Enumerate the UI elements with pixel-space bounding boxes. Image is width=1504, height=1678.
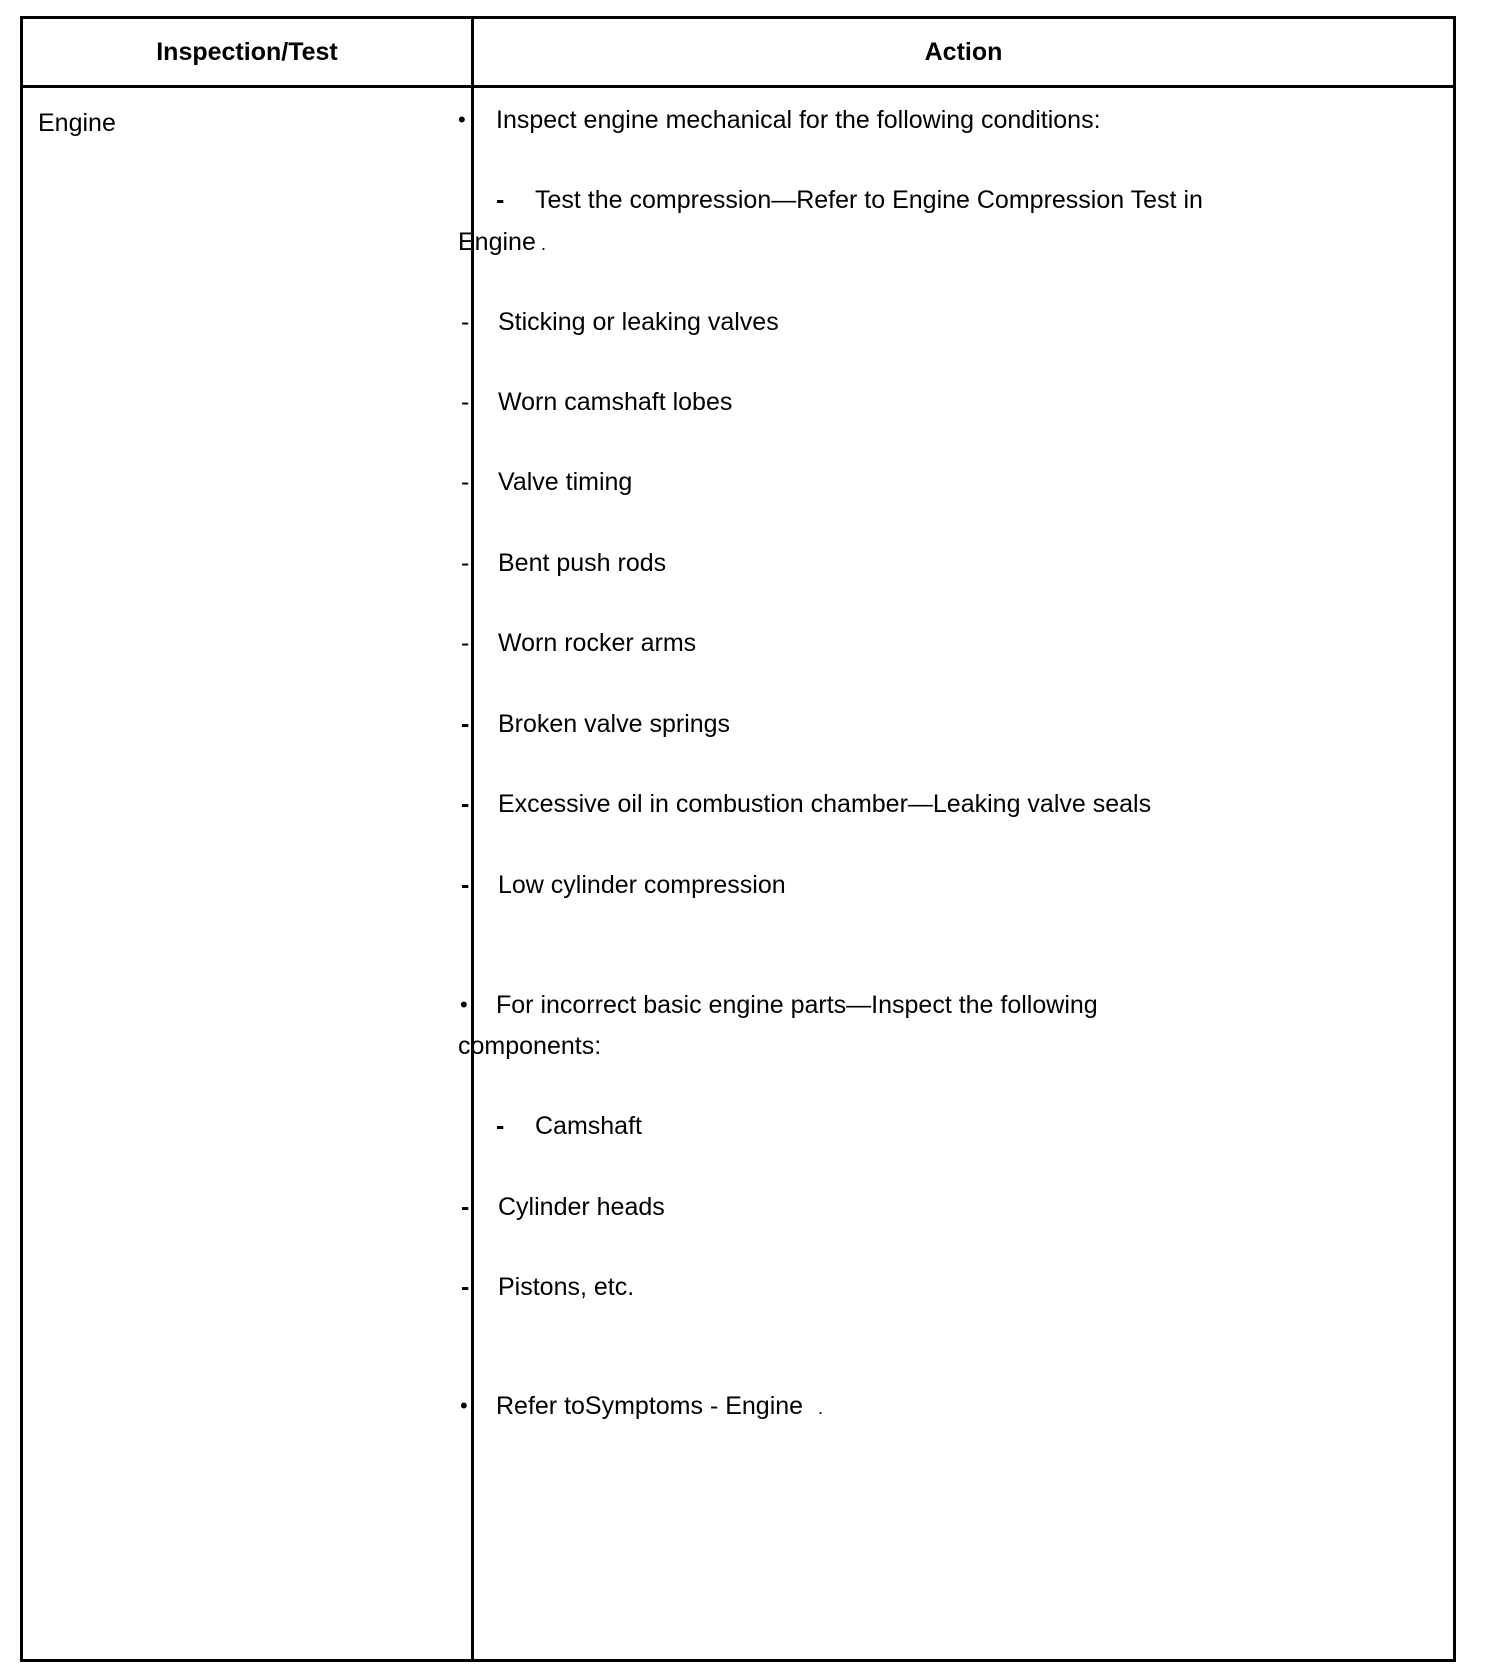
- inspection-table: [20, 16, 1456, 1662]
- row-inspection-engine: Engine: [38, 109, 116, 137]
- action-inspect-engine-mechanical: Inspect engine mechanical for the following conditions:: [496, 106, 1101, 134]
- action-worn-rocker-arms: Worn rocker arms: [498, 629, 697, 657]
- dash-marker: -: [461, 549, 470, 577]
- dash-marker: -: [461, 1193, 470, 1221]
- column-divider: [471, 19, 474, 1659]
- dash-marker: -: [496, 186, 505, 214]
- action-valve-timing: Valve timing: [498, 468, 633, 496]
- action-excessive-oil: Excessive oil in combustion chamber—Leaking valve seals: [498, 790, 1152, 818]
- action-test-compression-engine-link[interactable]: Engine: [458, 228, 536, 256]
- header-action: Action: [924, 37, 1003, 66]
- action-camshaft: Camshaft: [535, 1112, 642, 1140]
- action-pistons: Pistons, etc.: [498, 1273, 635, 1301]
- action-low-cylinder-compression: Low cylinder compression: [498, 871, 786, 899]
- dash-marker: -: [461, 629, 470, 657]
- dash-marker: -: [496, 1112, 505, 1140]
- action-test-compression-period: .: [541, 234, 547, 254]
- action-sticking-valves: Sticking or leaking valves: [498, 308, 779, 336]
- action-bent-push-rods: Bent push rods: [498, 549, 667, 577]
- action-refer-symptoms-engine-link[interactable]: Refer toSymptoms - Engine: [496, 1392, 804, 1420]
- dash-marker: -: [461, 871, 470, 899]
- action-test-compression: Test the compression—Refer to Engine Compression Test in: [535, 186, 1203, 214]
- action-broken-valve-springs: Broken valve springs: [498, 710, 731, 738]
- action-cylinder-heads: Cylinder heads: [498, 1193, 665, 1221]
- action-worn-camshaft-lobes: Worn camshaft lobes: [498, 388, 733, 416]
- header-inspection-test: Inspection/Test: [156, 37, 338, 66]
- dash-marker: -: [461, 308, 470, 336]
- bullet-marker: •: [458, 107, 466, 132]
- dash-marker: -: [461, 710, 470, 738]
- action-refer-symptoms-period: .: [818, 1398, 824, 1418]
- header-divider: [23, 85, 1453, 88]
- dash-marker: -: [461, 468, 470, 496]
- bullet-marker: •: [460, 1393, 468, 1418]
- action-incorrect-engine-parts: For incorrect basic engine parts—Inspect the following: [496, 991, 1098, 1019]
- dash-marker: -: [461, 1273, 470, 1301]
- bullet-marker: •: [460, 992, 468, 1017]
- dash-marker: -: [461, 388, 470, 416]
- action-incorrect-engine-parts-components: components:: [458, 1032, 602, 1060]
- dash-marker: -: [461, 790, 470, 818]
